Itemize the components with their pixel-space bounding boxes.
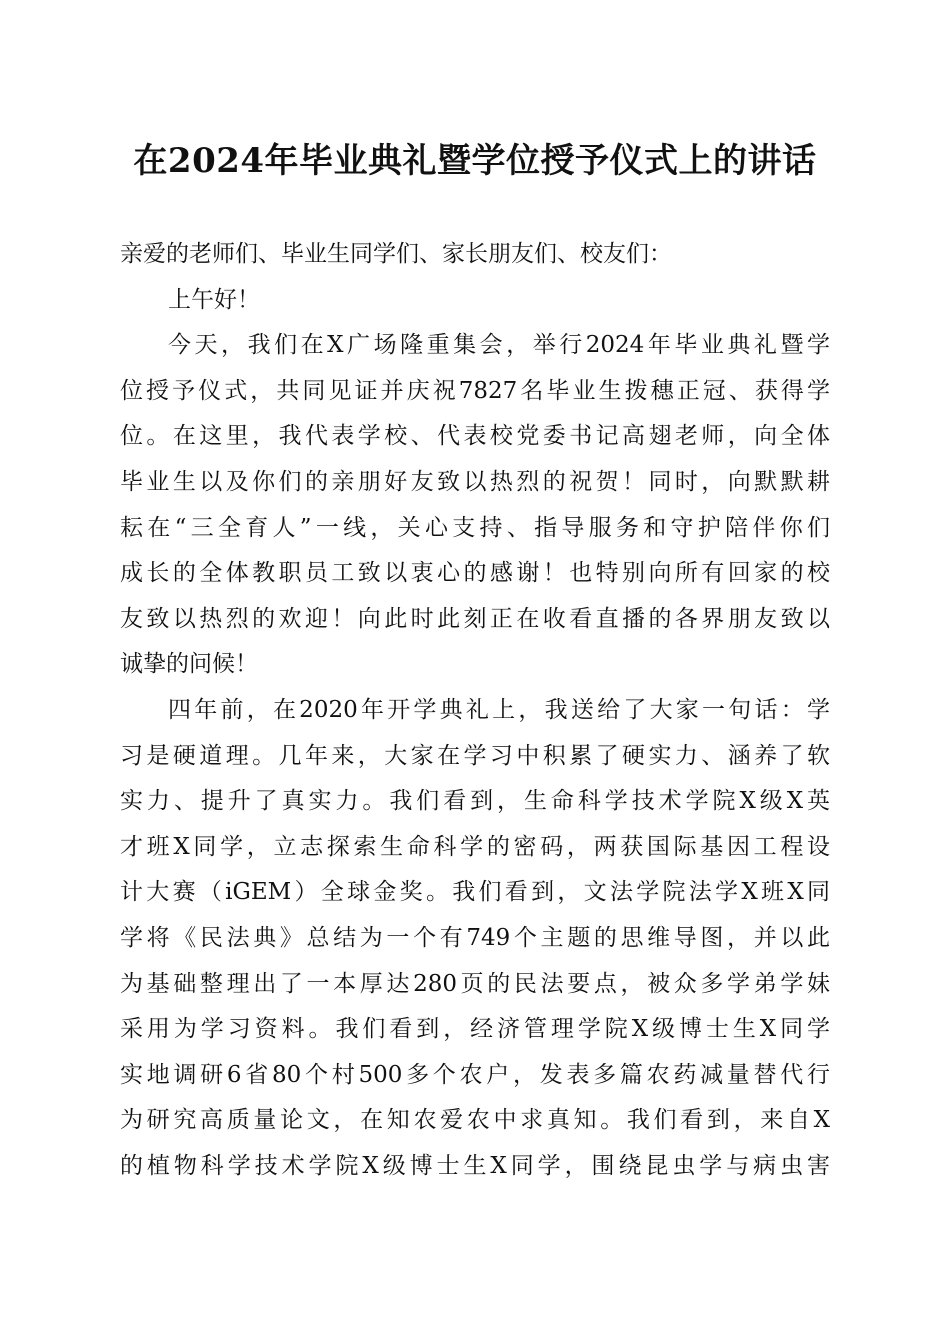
paragraph-line: 为基础整理出了一本厚达280页的民法要点，被众多学弟学妹 [120,970,830,997]
paragraph-line: 计大赛（iGEM）全球金奖。我们看到，文法学院法学X班X同 [120,879,830,906]
document-title: 在2024年毕业典礼暨学位授予仪式上的讲话 [133,141,817,181]
document-body [120,232,830,1189]
paragraph-line: 诚挚的问候！ [120,651,258,678]
paragraph-line: 学将《民法典》总结为一个有749个主题的思维导图，并以此 [120,924,830,951]
paragraph-line: 习是硬道理。几年来，大家在学习中积累了硬实力、涵养了软 [120,742,830,769]
paragraph-line: 采用为学习资料。我们看到，经济管理学院X级博士生X同学 [120,1016,830,1043]
paragraph-line: 今天，我们在X广场隆重集会，举行2024年毕业典礼暨学 [168,332,830,359]
paragraph-line: 才班X同学，立志探索生命科学的密码，两获国际基因工程设 [120,833,830,860]
paragraph-line: 成长的全体教职员工致以衷心的感谢！也特别向所有回家的校 [120,560,830,587]
greeting: 上午好！ [168,286,260,313]
paragraph-line: 毕业生以及你们的亲朋好友致以热烈的祝贺！同时，向默默耕 [120,468,830,495]
paragraph-line: 的植物科学技术学院X级博士生X同学，围绕昆虫学与病虫害 [120,1152,830,1179]
paragraph-1 [120,323,830,688]
paragraph-line: 四年前，在2020年开学典礼上，我送给了大家一句话：学 [168,696,830,723]
paragraph-line: 实地调研6省80个村500多个农户，发表多篇农药减量替代行 [120,1061,830,1088]
paragraph-line: 为研究高质量论文，在知农爱农中求真知。我们看到，来自X [120,1107,830,1134]
paragraph-line: 实力、提升了真实力。我们看到，生命科学技术学院X级X英 [120,788,830,815]
salutation: 亲爱的老师们、毕业生同学们、家长朋友们、校友们： [120,241,672,267]
paragraph-line: 耘在“三全育人”一线，关心支持、指导服务和守护陪伴你们 [120,514,830,541]
paragraph-line: 位授予仪式，共同见证并庆祝7827名毕业生拨穗正冠、获得学 [120,377,830,404]
paragraph-line: 位。在这里，我代表学校、代表校党委书记高翅老师，向全体 [120,423,830,450]
paragraph-2 [120,688,830,1190]
paragraph-line: 友致以热烈的欢迎！向此时此刻正在收看直播的各界朋友致以 [120,605,830,632]
